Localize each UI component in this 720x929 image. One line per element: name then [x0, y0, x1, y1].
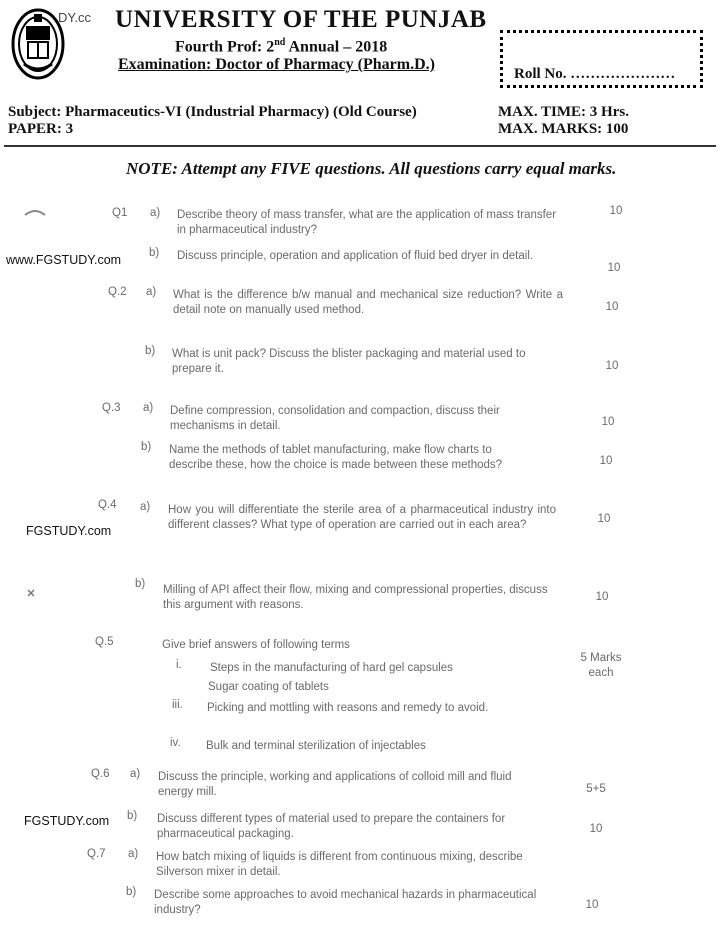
- question-text: Describe theory of mass transfer, what are the application of mass transfer in pharmaceutical industry?: [177, 209, 557, 236]
- question-marks: 10: [595, 591, 609, 603]
- watermark-fgstudy-2: FGSTUDY.com: [26, 524, 112, 538]
- exam-suffix: Annual – 2018: [285, 38, 388, 56]
- question-marks: 10: [601, 416, 615, 428]
- instructions-note: NOTE: Attempt any FIVE questions. All questions carry equal marks.: [126, 159, 617, 178]
- question-part: a): [143, 402, 154, 414]
- question-part: b): [145, 345, 156, 357]
- max-time: MAX. TIME: 3 Hrs.: [498, 104, 629, 120]
- question-marks: 5 Marks each: [580, 652, 622, 679]
- question-marks: 10: [597, 513, 611, 525]
- scan-mark: [24, 207, 46, 217]
- sub-item-number: i.: [176, 659, 182, 671]
- examination-title: Examination: Doctor of Pharmacy (Pharm.D.): [118, 56, 435, 73]
- sub-item-number: iv.: [170, 737, 181, 749]
- university-title: UNIVERSITY OF THE PUNJAB: [115, 6, 487, 33]
- question-text: Define compression, consolidation and compaction, discuss their mechanisms in detail.: [170, 405, 500, 432]
- question-text: Discuss principle, operation and application of fluid bed dryer in detail.: [177, 250, 534, 262]
- question-number: Q.7: [87, 848, 106, 860]
- question-marks: 10: [585, 899, 599, 911]
- question-text: What is unit pack? Discuss the blister packaging and material used to prepare it.: [172, 348, 526, 375]
- question-part: a): [150, 207, 161, 219]
- roll-number-label: Roll No. …………………: [514, 66, 676, 82]
- question-number: Q1: [112, 207, 128, 219]
- question-part: b): [127, 810, 138, 822]
- question-part: b): [149, 247, 160, 259]
- question-text: Describe some approaches to avoid mechanical hazards in pharmaceutical industry?: [154, 889, 537, 916]
- question-marks: 10: [609, 205, 623, 217]
- question-number: Q.2: [108, 286, 127, 298]
- watermark-top: DY.cc: [58, 10, 91, 25]
- exam-prefix: Fourth Prof: 2: [175, 38, 275, 56]
- question-text: Give brief answers of following terms: [162, 639, 350, 651]
- exam-sup: nd: [274, 37, 286, 48]
- sub-item-text: Bulk and terminal sterilization of injectables: [206, 740, 426, 752]
- question-part: b): [126, 886, 137, 898]
- sub-item-text: Sugar coating of tablets: [208, 681, 329, 693]
- question-part: b): [141, 441, 152, 453]
- max-marks: MAX. MARKS: 100: [498, 121, 629, 137]
- question-part: a): [140, 501, 151, 513]
- question-number: Q.6: [91, 768, 110, 780]
- watermark-fgstudy-3: FGSTUDY.com: [24, 814, 110, 828]
- scan-mark-2: [26, 588, 36, 598]
- subject-line: Subject: Pharmaceutics-VI (Industrial Pharmacy) (Old Course): [8, 104, 417, 120]
- question-marks: 10: [589, 823, 603, 835]
- question-marks: 10: [607, 262, 621, 274]
- question-marks: 10: [599, 455, 613, 467]
- paper-line: PAPER: 3: [8, 121, 74, 137]
- question-number: Q.4: [98, 499, 117, 511]
- sub-item-text: Picking and mottling with reasons and remedy to avoid.: [207, 702, 489, 714]
- question-text: Name the methods of tablet manufacturing, make flow charts to describe these, how the choice is made between these methods?: [169, 444, 503, 471]
- question-number: Q.3: [102, 402, 121, 414]
- question-marks: 10: [605, 360, 619, 372]
- question-part: a): [146, 286, 157, 298]
- question-text: Milling of API affect their flow, mixing and compressional properties, discuss this argument with reasons.: [163, 584, 548, 611]
- question-part: a): [130, 768, 141, 780]
- sub-item-text: Steps in the manufacturing of hard gel capsules: [210, 662, 453, 674]
- sub-item-number: iii.: [172, 699, 183, 711]
- header-divider: [4, 145, 716, 147]
- question-marks: 10: [605, 301, 619, 313]
- question-text: How batch mixing of liquids is different from continuous mixing, describe Silverson mixer in detail.: [156, 851, 523, 878]
- question-part: b): [135, 578, 146, 590]
- exam-year-line: [175, 37, 387, 56]
- question-number: Q.5: [95, 636, 114, 648]
- watermark-fgstudy-1: www.FGSTUDY.com: [6, 253, 122, 267]
- question-text: What is the difference b/w manual and mechanical size reduction? Write a detail note on manually used method.: [173, 289, 563, 316]
- question-text: How you will differentiate the sterile area of a pharmaceutical industry into different classes? What type of operation are carried out in each area?: [168, 504, 556, 531]
- question-marks: 5+5: [586, 783, 606, 795]
- question-text: Discuss the principle, working and applications of colloid mill and fluid energy mill.: [158, 771, 512, 798]
- question-part: a): [128, 848, 139, 860]
- question-text: Discuss different types of material used to prepare the containers for pharmaceutical packaging.: [157, 813, 506, 840]
